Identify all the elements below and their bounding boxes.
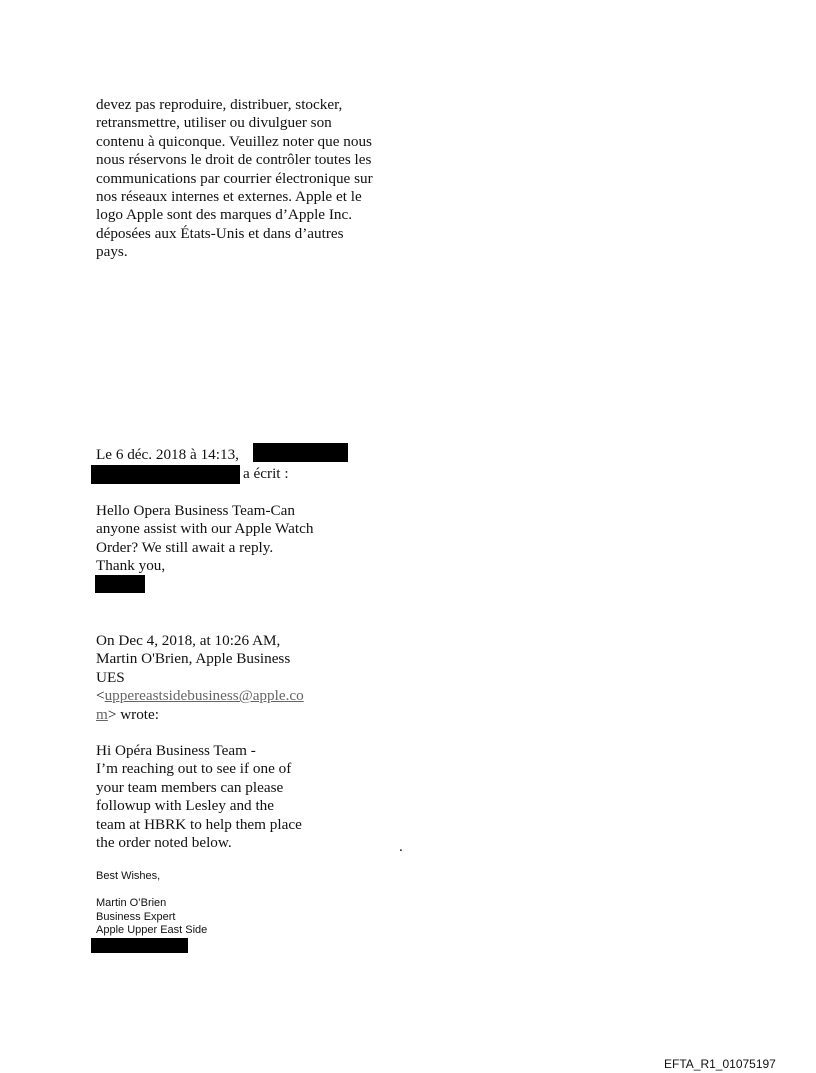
- redaction-box: [95, 575, 145, 593]
- email-link-continued[interactable]: m: [96, 705, 108, 723]
- reply-line: Hello Opera Business Team-Can: [96, 502, 296, 519]
- reply-line: Thank you,: [96, 557, 166, 575]
- original-line: the order noted below.: [96, 834, 232, 852]
- disclaimer-line: communications par courrier électronique sur: [96, 169, 373, 187]
- signature-block: [96, 897, 207, 938]
- original-line: Hi Opéra Business Team -: [96, 742, 256, 759]
- disclaimer-line: logo Apple sont des marques d’Apple Inc.: [96, 206, 353, 224]
- signature-closing: Best Wishes,: [96, 870, 161, 882]
- email-line-continued: [96, 706, 304, 724]
- reply-header-date: Le 6 déc. 2018 à 14:13,: [96, 446, 239, 463]
- original-header: [96, 632, 304, 724]
- reply-line: Order? We still await a reply.: [96, 538, 274, 556]
- original-header-line: On Dec 4, 2018, at 10:26 AM,: [96, 632, 281, 649]
- reply-header-wrote: a écrit :: [243, 465, 289, 482]
- stray-mark: .: [399, 838, 403, 855]
- disclaimer-line: pays.: [96, 243, 128, 261]
- reply-body: [96, 502, 313, 576]
- redaction-box: [253, 443, 348, 462]
- signature-name: Martin O’Brien: [96, 897, 167, 909]
- signature-title: Business Expert: [96, 910, 176, 923]
- original-line: team at HBRK to help them place: [96, 815, 302, 833]
- original-header-line: Martin O'Brien, Apple Business: [96, 650, 291, 668]
- wrote-text: > wrote:: [107, 705, 159, 723]
- disclaimer-line: déposées aux États-Unis et dans d’autres: [96, 224, 344, 242]
- document-id: EFTA_R1_01075197: [664, 1057, 776, 1071]
- original-line: followup with Lesley and the: [96, 797, 274, 815]
- disclaimer-line: contenu à quiconque. Veuillez noter que nous: [96, 132, 372, 150]
- signature-store: Apple Upper East Side: [96, 924, 208, 936]
- open-bracket: <: [96, 687, 105, 705]
- original-header-line: UES: [96, 668, 125, 686]
- redaction-box: [91, 465, 240, 484]
- reply-line: anyone assist with our Apple Watch: [96, 520, 314, 538]
- disclaimer-line: nos réseaux internes et externes. Apple et le: [96, 188, 362, 206]
- original-body: [96, 742, 302, 852]
- email-line: [96, 687, 304, 705]
- disclaimer-line: retransmettre, utiliser ou divulguer son: [96, 114, 332, 132]
- original-line: I’m reaching out to see if one of: [96, 760, 292, 778]
- disclaimer-line: nous réservons le droit de contrôler toutes les: [96, 151, 372, 169]
- redaction-box: [91, 938, 188, 953]
- email-link[interactable]: uppereastsidebusiness@apple.co: [104, 687, 304, 705]
- original-line: your team members can please: [96, 778, 284, 796]
- disclaimer-line: devez pas reproduire, distribuer, stocker,: [96, 96, 343, 113]
- disclaimer-text: [96, 96, 373, 262]
